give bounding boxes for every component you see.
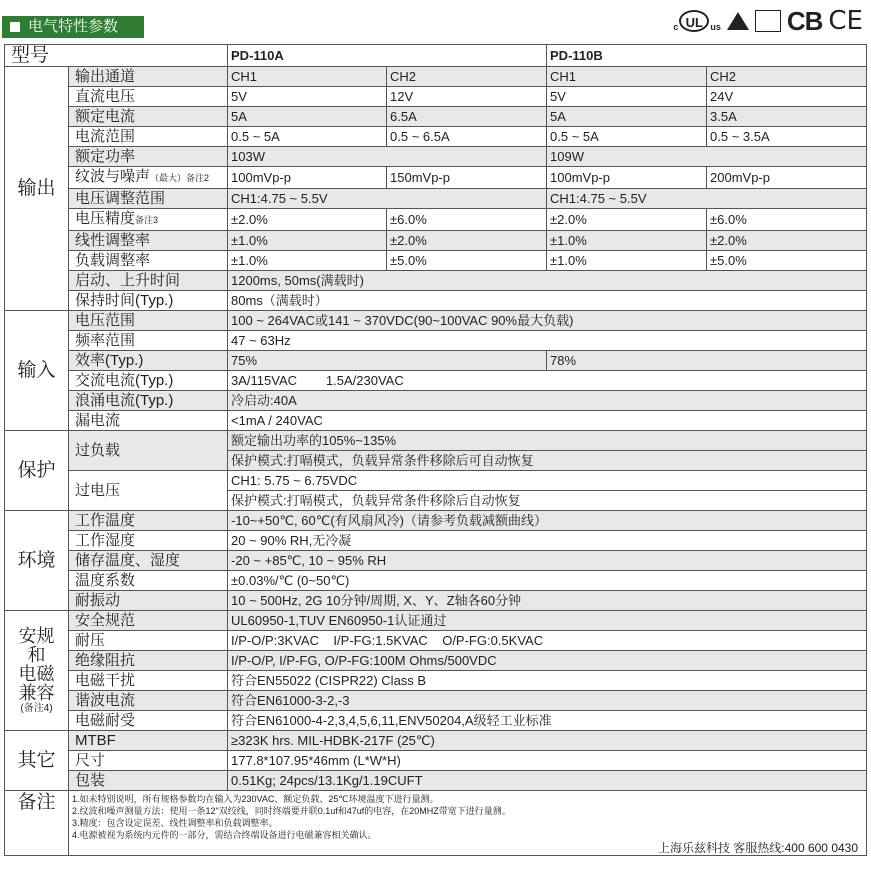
safety-category-note: (备注4) [20,702,53,714]
environment-category: 环境 [5,511,69,611]
model-label: 型号 [5,45,228,67]
cell: 200mVp-p [707,167,867,189]
row-label: MTBF [69,731,228,751]
cell: 0.51Kg; 24pcs/13.1Kg/1.19CUFT [228,771,867,791]
cell: -20 ~ +85℃, 10 ~ 95% RH [228,551,867,571]
cell: 100 ~ 264VAC或141 ~ 370VDC(90~100VAC 90%最大负载) [228,311,867,331]
cell: 0.5 ~ 5A [228,127,387,147]
cell: ±2.0% [547,209,707,231]
row-label: 过负载 [69,431,228,471]
cell: 保护模式:打嗝模式，负载异常条件移除后可自动恢复 [228,451,867,471]
cell: 1200ms, 50ms(满载时) [228,271,867,291]
cell: ±6.0% [387,209,547,231]
row-label: 工作湿度 [69,531,228,551]
approval-mark-icon [755,10,781,32]
section-title-tag [2,16,144,38]
output-category: 输出 [5,67,69,311]
row-label: 耐压 [69,631,228,651]
cell: I/P-O/P, I/P-FG, O/P-FG:100M Ohms/500VDC [228,651,867,671]
cell: 78% [547,351,867,371]
hotline-text: 上海乐兹科技 客服热线:400 600 0430 [657,841,859,855]
row-label: 保持时间(Typ.) [69,291,228,311]
row-label: 电磁干扰 [69,671,228,691]
cell: CH1:4.75 ~ 5.5V [547,189,867,209]
cell: ±1.0% [228,231,387,251]
spec-table [4,44,867,856]
row-label: 额定电流 [69,107,228,127]
row-label: 额定功率 [69,147,228,167]
cell: ±2.0% [387,231,547,251]
cell: 符合EN61000-3-2,-3 [228,691,867,711]
safety-category [5,611,69,731]
cell: 5A [547,107,707,127]
ul-us-text: us [710,22,721,32]
header-row [5,45,867,67]
cell: 20 ~ 90% RH,无冷凝 [228,531,867,551]
row-label: 启动、上升时间 [69,271,228,291]
cell: CH2 [387,67,547,87]
row-label-text: 电压精度 [75,210,136,227]
cell: 150mVp-p [387,167,547,189]
cell: 109W [547,147,867,167]
cell: 0.5 ~ 6.5A [387,127,547,147]
row-label: 电压范围 [69,311,228,331]
cell: ±1.0% [228,251,387,271]
cell: ±0.03%/℃ (0~50℃) [228,571,867,591]
row-label: 储存温度、湿度 [69,551,228,571]
protection-category: 保护 [5,431,69,511]
cell: 103W [228,147,547,167]
top-bar [0,0,871,44]
safety-category-line: 和 [27,644,46,665]
row-label: 谐波电流 [69,691,228,711]
cell: 80ms（满载时） [228,291,867,311]
cell: ±5.0% [387,251,547,271]
cell: ≥323K hrs. MIL-HDBK-217F (25℃) [228,731,867,751]
cell: 75% [228,351,547,371]
notes-cell [69,791,867,856]
ul-c-text: c [673,22,679,32]
cell: -10~+50℃, 60℃(有风扇风冷)（请参考负载减额曲线） [228,511,867,531]
cell: 100mVp-p [547,167,707,189]
cell: CH1 [228,67,387,87]
note-line: 1.如未特别说明，所有规格参数均在输入为230VAC、额定负载、25℃环境温度下进行量测。 [72,794,439,804]
row-label: 尺寸 [69,751,228,771]
row-label: 电流范围 [69,127,228,147]
row-label: 电磁耐受 [69,711,228,731]
cell: 符合EN55022 (CISPR22) Class B [228,671,867,691]
model-b: PD-110B [547,45,867,67]
ul-logo [673,10,721,32]
row-label: 漏电流 [69,411,228,431]
cell: ±5.0% [707,251,867,271]
row-label: 直流电压 [69,87,228,107]
cb-logo: CB [786,5,823,36]
cell: ±2.0% [228,209,387,231]
ul-mark: UL [679,10,709,32]
row-label: 效率(Typ.) [69,351,228,371]
safety-category-line: 安规 [18,625,55,646]
cell: 47 ~ 63Hz [228,331,867,351]
model-a: PD-110A [228,45,547,67]
cell: 3.5A [707,107,867,127]
row-label: 安全规范 [69,611,228,631]
row-label: 交流电流(Typ.) [69,371,228,391]
row-label: 工作温度 [69,511,228,531]
cell: <1mA / 240VAC [228,411,867,431]
cell: CH1:4.75 ~ 5.5V [228,189,547,209]
note-line: 2.纹波和噪声测量方法：使用一条12"双绞线，同时终端要并联0.1uf和47uf的电容，在20MHZ带宽下进行量测。 [72,806,511,816]
cell: 保护模式:打嗝模式，负载异常条件移除后自动恢复 [228,491,867,511]
cell: I/P-O/P:3KVAC I/P-FG:1.5KVAC O/P-FG:0.5KVAC [228,631,867,651]
cell: 冷启动:40A [228,391,867,411]
cell: 24V [707,87,867,107]
section-title: 电气特性参数 [28,18,119,35]
other-category: 其它 [5,731,69,791]
cell: 0.5 ~ 5A [547,127,707,147]
cell: 5V [228,87,387,107]
row-label-text: 纹波与噪声 [75,168,151,185]
cell: 3A/115VAC 1.5A/230VAC [228,371,867,391]
square-icon [10,22,20,32]
cell: CH1 [547,67,707,87]
row-label-note: （最大）备注2 [150,173,210,183]
row-label: 电压调整范围 [69,189,228,209]
cell: ±2.0% [707,231,867,251]
cell: 177.8*107.95*46mm (L*W*H) [228,751,867,771]
row-label: 输出通道 [69,67,228,87]
cell: 符合EN61000-4-2,3,4,5,6,11,ENV50204,A级轻工业标准 [228,711,867,731]
cell: 6.5A [387,107,547,127]
row-label: 频率范围 [69,331,228,351]
row-label: 负载调整率 [69,251,228,271]
row-label [69,209,228,231]
row-label: 绝缘阻抗 [69,651,228,671]
row-label: 包装 [69,771,228,791]
cell: 100mVp-p [228,167,387,189]
safety-category-line: 电磁 [18,663,55,684]
cell: 12V [387,87,547,107]
cell: 10 ~ 500Hz, 2G 10分钟/周期, X、Y、Z轴各60分钟 [228,591,867,611]
row-label-note: 备注3 [135,215,159,225]
notes-category: 备注 [5,791,69,856]
certification-logos [673,6,863,36]
cell: 0.5 ~ 3.5A [707,127,867,147]
cell: CH1: 5.75 ~ 6.75VDC [228,471,867,491]
cell: ±1.0% [547,231,707,251]
row-label: 浪涌电流(Typ.) [69,391,228,411]
row-label: 过电压 [69,471,228,511]
ce-logo: CE [828,6,863,36]
row-label: 线性调整率 [69,231,228,251]
row-label: 温度系数 [69,571,228,591]
input-category: 输入 [5,311,69,431]
cell: 5A [228,107,387,127]
row-label [69,167,228,189]
note-line: 4.电源被视为系统内元件的一部分，需结合终端设备进行电磁兼容相关确认。 [72,830,377,840]
row-label: 耐振动 [69,591,228,611]
cell: ±1.0% [547,251,707,271]
cell: 额定输出功率的105%~135% [228,431,867,451]
warning-triangle-icon [727,12,749,30]
note-line: 3.精度：包含设定误差、线性调整率和负载调整率。 [72,818,278,828]
safety-category-line: 兼容 [18,682,55,703]
cell: UL60950-1,TUV EN60950-1认证通过 [228,611,867,631]
cell: ±6.0% [707,209,867,231]
cell: 5V [547,87,707,107]
cell: CH2 [707,67,867,87]
